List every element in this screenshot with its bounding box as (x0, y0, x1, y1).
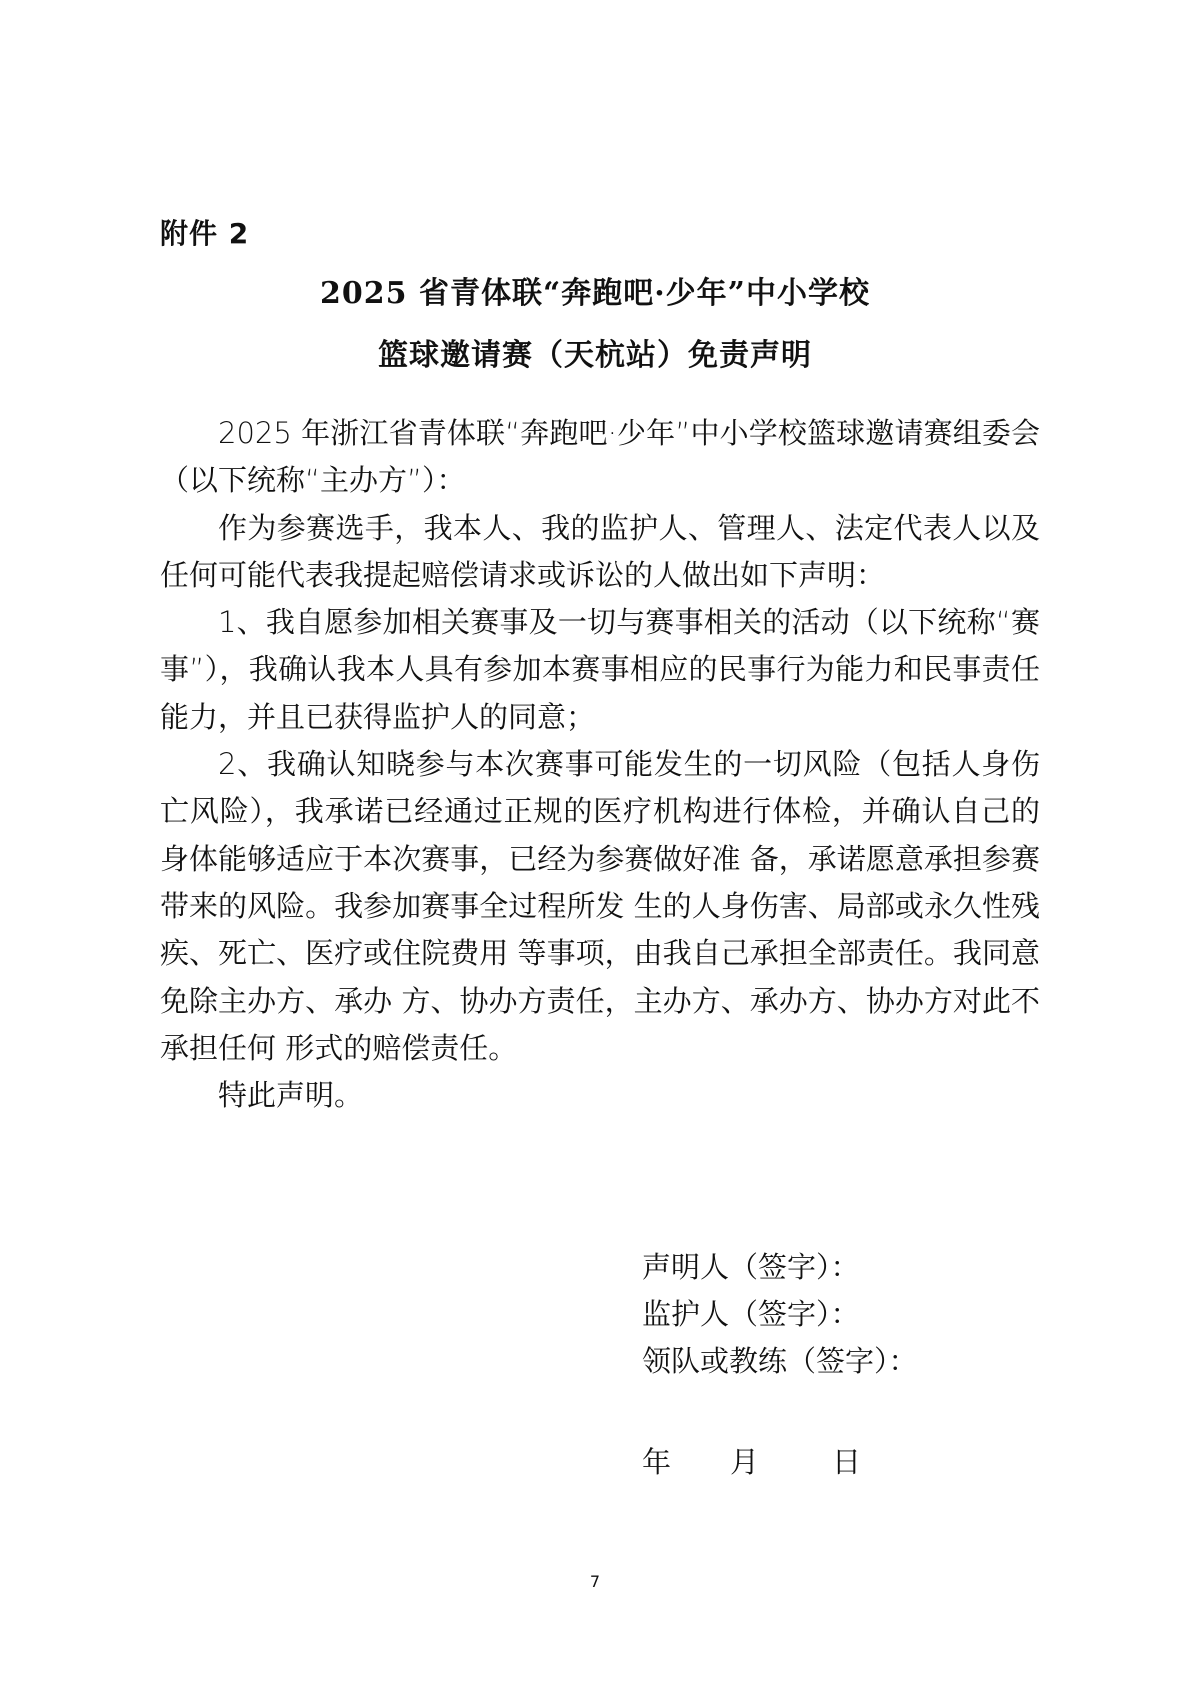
paragraph-clause-2: 2、我确认知晓参与本次赛事可能发生的一切风险（包括人身伤亡风险），我承诺已经通过正规的医疗机构进行体检，并确认自己的身体能够适应于本次赛事，已经为参赛做好准 备，承诺愿意承担参赛带来的风险。我参加赛事全过程所发 生的人身伤害、局部或永久性残疾、死亡、医疗或住院费用 等事项，由我自己承担全部责任。我同意免除主办方、承办 方、协办方责任，主办方、承办方、协办方对此不承担任何 形式的赔偿责任。 (160, 747, 1040, 1065)
paragraph-clause-1: 1、我自愿参加相关赛事及一切与赛事相关的活动（以下统称“赛事”），我确认我本人具有参加本赛事相应的民事行为能力和民事责任能力，并且已获得监护人的同意； (160, 605, 1040, 734)
paragraph-declaration-intro: 作为参赛选手，我本人、我的监护人、管理人、法定代表人以及任何可能代表我提起赔偿请求或诉讼的人做出如下声明： (160, 510, 1040, 592)
document-body (160, 410, 1040, 1119)
attachment-label: 附件 2 (160, 217, 250, 250)
page-number: 7 (589, 1572, 601, 1591)
date-day-label: 日 (832, 1445, 862, 1479)
date-year-label: 年 (642, 1445, 672, 1479)
paragraph-closing: 特此声明。 (218, 1078, 364, 1113)
signature-block (642, 1244, 918, 1385)
declarant-signature-line: 声明人（签字）： (642, 1250, 860, 1284)
date-month-label: 月 (730, 1445, 760, 1479)
document-title-line-1: 2025 省青体联“奔跑吧·少年”中小学校 (320, 276, 870, 311)
document-title-line-2: 篮球邀请赛（天杭站）免责声明 (378, 338, 812, 373)
coach-signature-line: 领队或教练（签字）： (642, 1344, 918, 1378)
guardian-signature-line: 监护人（签字）： (642, 1297, 860, 1331)
paragraph-addressee: 2025 年浙江省青体联“奔跑吧·少年”中小学校篮球邀请赛组委会（以下统称“主办方”）： (160, 416, 1040, 498)
